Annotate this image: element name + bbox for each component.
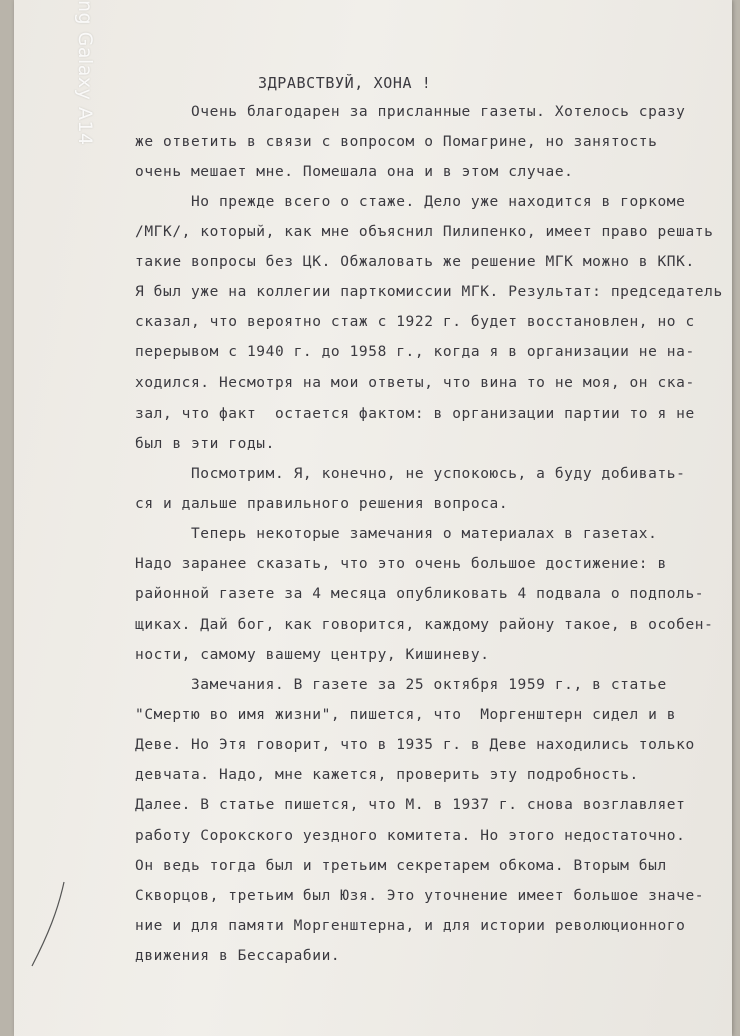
- letter-line: Но прежде всего о стаже. Дело уже находится в горкоме: [135, 194, 686, 210]
- pencil-margin-mark: [28, 880, 68, 970]
- letter-line: Очень благодарен за присланные газеты. Хотелось сразу: [135, 104, 686, 120]
- camera-watermark: ng Galaxy A14: [74, 0, 96, 146]
- letter-line: сказал, что вероятно стаж с 1922 г. будет восстановлен, но с: [135, 314, 695, 330]
- letter-line: девчата. Надо, мне кажется, проверить эту подробность.: [135, 767, 639, 784]
- letter-greeting: ЗДРАВСТВУЙ, ХОНА !: [258, 74, 432, 92]
- letter-line: ся и дальше правильного решения вопроса.: [135, 495, 509, 512]
- letter-line: Теперь некоторые замечания о материалах в газетах.: [135, 526, 658, 543]
- letter-line: "Смертю во имя жизни", пишется, что Моргенштерн сидел и в: [135, 707, 677, 723]
- letter-line: Скворцов, третьим был Юзя. Это уточнение имеет большое значе-: [135, 887, 705, 904]
- letter-line: движения в Бессарабии.: [135, 948, 341, 965]
- letter-line: Замечания. В газете за 25 октября 1959 г., в статье: [135, 676, 667, 693]
- letter-line: щиках. Дай бог, как говорится, каждому району такое, в особен-: [135, 616, 714, 633]
- letter-line: же ответить в связи с вопросом о Помагрине, но занятость: [135, 134, 658, 150]
- letter-line: такие вопросы без ЦК. Обжаловать же решение МГК можно в КПК.: [135, 254, 695, 270]
- letter-line: был в эти годы.: [135, 435, 275, 452]
- letter-line: Деве. Но Этя говорит, что в 1935 г. в Деве находились только: [135, 737, 695, 754]
- letter-line: /МГК/, который, как мне объяснил Пилипенко, имеет право решать: [135, 224, 714, 240]
- letter-line: Далее. В статье пишется, что М. в 1937 г. снова возглавляет: [135, 797, 686, 814]
- letter-line: Посмотрим. Я, конечно, не успокоюсь, а буду добивать-: [135, 465, 686, 482]
- document-page: [14, 0, 732, 1036]
- letter-line: зал, что факт остается фактом: в организации партии то я не: [135, 405, 695, 422]
- letter-line: работу Сорокского уездного комитета. Но этого недостаточно.: [135, 827, 686, 844]
- letter-line: Я был уже на коллегии парткомиссии МГК. Результат: председатель: [135, 284, 723, 300]
- letter-line: Он ведь тогда был и третьим секретарем обкома. Вторым был: [135, 857, 667, 874]
- letter-line: перерывом с 1940 г. до 1958 г., когда я в организации не на-: [135, 344, 695, 360]
- letter-line: Надо заранее сказать, что это очень большое достижение: в: [135, 556, 667, 573]
- letter-line: ходился. Несмотря на мои ответы, что вина то не моя, он ска-: [135, 375, 695, 392]
- letter-line: очень мешает мне. Помешала она и в этом случае.: [135, 164, 574, 180]
- letter-line: ности, самому вашему центру, Кишиневу.: [135, 646, 490, 663]
- letter-line: районной газете за 4 месяца опубликовать 4 подвала о подполь-: [135, 586, 705, 603]
- letter-line: ние и для памяти Моргенштерна, и для истории революционного: [135, 918, 686, 935]
